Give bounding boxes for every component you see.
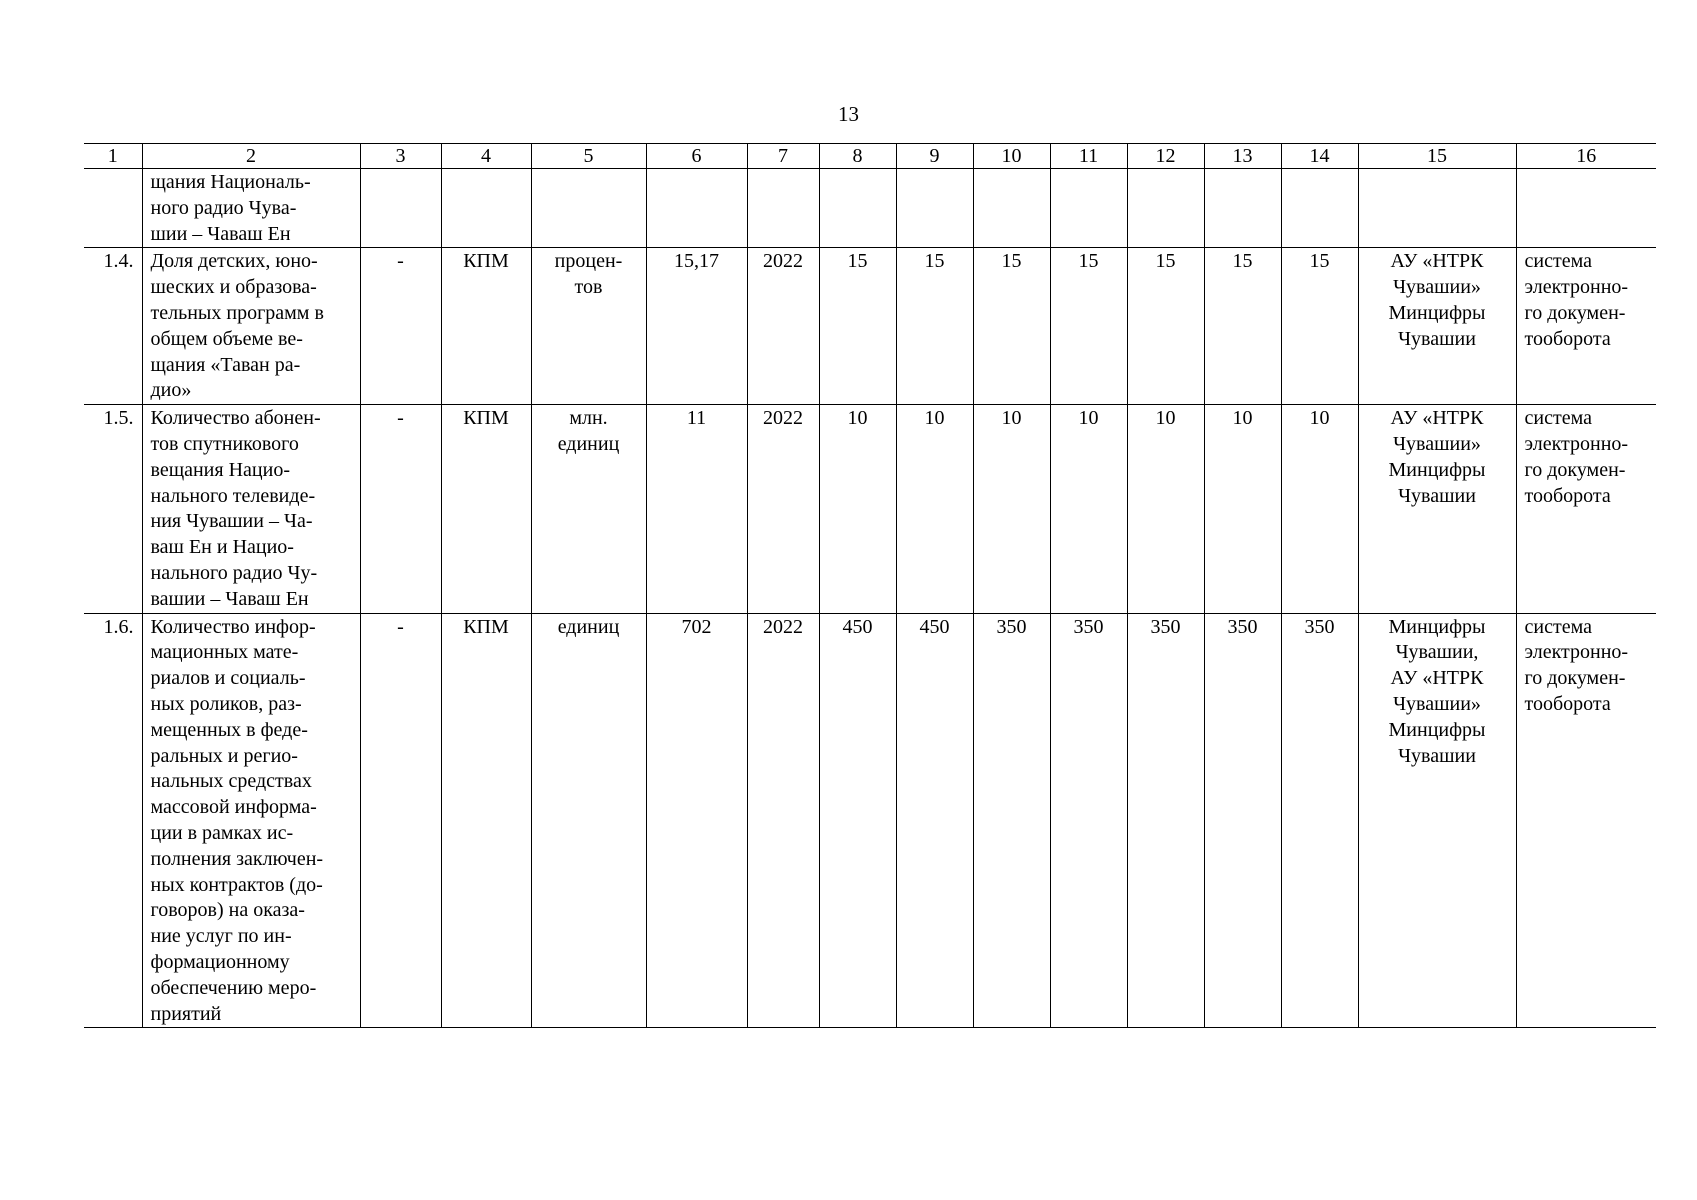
- row-number-cell: 1.4.: [84, 248, 142, 405]
- target-value-cell: 10: [1281, 405, 1358, 613]
- column-number-7: 7: [747, 144, 819, 169]
- indicator-name-cell-line: нальных средствах: [150, 770, 312, 793]
- target-value-cell: 350: [1050, 613, 1127, 1028]
- target-value-cell: 15: [1281, 248, 1358, 405]
- unit-cell: [531, 405, 646, 613]
- target-value-cell: 15: [896, 248, 973, 405]
- indicator-type-cell: КПМ: [441, 405, 531, 613]
- responsible-cell-line: Чувашии»: [1393, 692, 1481, 715]
- indicator-type-cell: КПМ: [441, 248, 531, 405]
- responsible-cell-line: АУ «НТРК: [1390, 407, 1484, 430]
- target-value-cell: 350: [1281, 613, 1358, 1028]
- column-number-16: 16: [1516, 144, 1656, 169]
- base-year-cell: 2022: [747, 405, 819, 613]
- indicator-name-cell-line: полнения заключен-: [150, 847, 324, 870]
- indicator-name-cell-line: щания «Таван ра-: [150, 353, 301, 376]
- indicator-name-cell-line: формационному: [150, 950, 290, 973]
- unit-cell-line: процен-: [554, 250, 623, 273]
- column-number-3: 3: [360, 144, 441, 169]
- info-system-cell: [1516, 613, 1656, 1028]
- responsible-cell-line: АУ «НТРК: [1390, 667, 1484, 690]
- responsible-cell-line: Минцифры: [1388, 718, 1486, 741]
- target-value-cell: 10: [1127, 405, 1204, 613]
- indicators-table: [84, 143, 1656, 1028]
- unit-cell: [531, 248, 646, 405]
- column-number-12: 12: [1127, 144, 1204, 169]
- column-number-5: 5: [531, 144, 646, 169]
- empty-cell: [973, 169, 1050, 248]
- responsible-cell: [1358, 248, 1516, 405]
- empty-cell: [1358, 169, 1516, 248]
- base-value-cell: 11: [646, 405, 747, 613]
- column-number-1: 1: [84, 144, 142, 169]
- column-number-10: 10: [973, 144, 1050, 169]
- empty-cell: [1281, 169, 1358, 248]
- target-value-cell: 10: [896, 405, 973, 613]
- target-value-cell: 15: [1204, 248, 1281, 405]
- info-system-cell-line: система: [1524, 615, 1592, 638]
- column-number-11: 11: [1050, 144, 1127, 169]
- info-system-cell-line: го докумен-: [1524, 301, 1626, 324]
- column-3-cell: -: [360, 248, 441, 405]
- column-number-header-row: [84, 144, 1656, 169]
- indicator-name-cell-line: мационных мате-: [150, 641, 299, 664]
- responsible-cell: [1358, 405, 1516, 613]
- target-value-cell: 10: [973, 405, 1050, 613]
- indicator-name-cell-line: приятий: [150, 1002, 222, 1025]
- target-value-cell: 450: [896, 613, 973, 1028]
- empty-cell: [646, 169, 747, 248]
- column-number-14: 14: [1281, 144, 1358, 169]
- responsible-cell-line: АУ «НТРК: [1390, 250, 1484, 273]
- unit-cell-line: единиц: [557, 615, 620, 638]
- indicator-name-cell-line: Количество инфор-: [150, 615, 316, 638]
- indicator-name-cell: [142, 405, 360, 613]
- info-system-cell-line: тооборота: [1524, 692, 1611, 715]
- indicator-name-cell-line: ние услуг по ин-: [150, 925, 292, 948]
- indicator-name-cell: [142, 613, 360, 1028]
- column-number-13: 13: [1204, 144, 1281, 169]
- info-system-cell-line: тооборота: [1524, 484, 1611, 507]
- empty-cell: [360, 169, 441, 248]
- indicator-name-cell-line: ции в рамках ис-: [150, 821, 294, 844]
- indicator-type-cell: КПМ: [441, 613, 531, 1028]
- info-system-cell-line: го докумен-: [1524, 458, 1626, 481]
- empty-cell: [1127, 169, 1204, 248]
- base-year-cell: 2022: [747, 248, 819, 405]
- indicator-name-cell-line: вещания Нацио-: [150, 458, 290, 481]
- responsible-cell-line: Чувашии: [1398, 484, 1476, 507]
- base-value-cell: 702: [646, 613, 747, 1028]
- target-value-cell: 15: [973, 248, 1050, 405]
- column-number-8: 8: [819, 144, 896, 169]
- empty-cell: [441, 169, 531, 248]
- responsible-cell-line: Минцифры: [1388, 615, 1486, 638]
- empty-cell: [819, 169, 896, 248]
- indicator-name-cell-line: ния Чувашии – Ча-: [150, 510, 313, 533]
- info-system-cell: [1516, 405, 1656, 613]
- info-system-cell-line: электронно-: [1524, 276, 1629, 299]
- indicator-name-cell-line: обеспечению меро-: [150, 976, 317, 999]
- table-row: [84, 248, 1656, 405]
- empty-cell: [896, 169, 973, 248]
- info-system-cell-line: электронно-: [1524, 432, 1629, 455]
- empty-cell: [1516, 169, 1656, 248]
- unit-cell-line: единиц: [557, 432, 620, 455]
- responsible-cell-line: Чувашии: [1398, 744, 1476, 767]
- column-number-2: 2: [142, 144, 360, 169]
- indicator-name-cell-line: щания Националь-: [150, 171, 311, 193]
- indicator-name-cell-line: нального телевиде-: [150, 484, 316, 507]
- target-value-cell: 10: [1204, 405, 1281, 613]
- continuation-row: [84, 169, 1656, 248]
- indicator-name-cell-line: ных контрактов (до-: [150, 873, 323, 896]
- empty-cell: [531, 169, 646, 248]
- empty-cell: [747, 169, 819, 248]
- target-value-cell: 10: [1050, 405, 1127, 613]
- table-row: [84, 613, 1656, 1028]
- target-value-cell: 10: [819, 405, 896, 613]
- target-value-cell: 350: [973, 613, 1050, 1028]
- indicator-name-cell-line: вашии – Чаваш Ен: [150, 587, 309, 610]
- indicator-name-cell-line: тов спутникового: [150, 432, 299, 455]
- indicator-name-cell-line: массовой информа-: [150, 796, 317, 819]
- indicator-name-cell-line: риалов и социаль-: [150, 667, 306, 690]
- empty-cell: [1050, 169, 1127, 248]
- column-number-15: 15: [1358, 144, 1516, 169]
- column-number-4: 4: [441, 144, 531, 169]
- responsible-cell-line: Чувашии»: [1393, 432, 1481, 455]
- indicator-name-cell-line: общем объеме ве-: [150, 327, 303, 350]
- indicator-name-cell-line: ральных и регио-: [150, 744, 298, 767]
- unit-cell-line: тов: [574, 276, 603, 299]
- indicator-name-cell-line: мещенных в феде-: [150, 718, 308, 741]
- target-value-cell: 15: [819, 248, 896, 405]
- indicator-name-cell-line: нального радио Чу-: [150, 561, 318, 584]
- responsible-cell-line: Чувашии»: [1393, 276, 1481, 299]
- target-value-cell: 15: [1127, 248, 1204, 405]
- table-row: [84, 405, 1656, 613]
- target-value-cell: 350: [1204, 613, 1281, 1028]
- indicator-name-cell-line: говоров) на оказа-: [150, 899, 305, 922]
- target-value-cell: 350: [1127, 613, 1204, 1028]
- empty-cell: [1204, 169, 1281, 248]
- indicator-name-cell-line: Количество абонен-: [150, 407, 321, 430]
- responsible-cell-line: Минцифры: [1388, 301, 1486, 324]
- responsible-cell-line: Чувашии: [1398, 327, 1476, 350]
- row-number-cell: 1.6.: [84, 613, 142, 1028]
- unit-cell-line: млн.: [569, 407, 608, 430]
- indicator-name-cell: [142, 248, 360, 405]
- info-system-cell-line: го докумен-: [1524, 667, 1626, 690]
- info-system-cell-line: система: [1524, 250, 1592, 273]
- base-value-cell: 15,17: [646, 248, 747, 405]
- indicator-name-cell-line: дио»: [150, 379, 192, 402]
- base-year-cell: 2022: [747, 613, 819, 1028]
- info-system-cell-line: система: [1524, 407, 1592, 430]
- column-3-cell: -: [360, 613, 441, 1028]
- indicator-name-cell: [142, 169, 360, 248]
- indicator-name-cell-line: ных роликов, раз-: [150, 692, 302, 715]
- info-system-cell-line: тооборота: [1524, 327, 1611, 350]
- indicator-name-cell-line: ного радио Чува-: [150, 196, 297, 219]
- responsible-cell: [1358, 613, 1516, 1028]
- responsible-cell-line: Минцифры: [1388, 458, 1486, 481]
- column-3-cell: -: [360, 405, 441, 613]
- row-number-cell: [84, 169, 142, 248]
- responsible-cell-line: Чувашии,: [1395, 641, 1479, 664]
- indicator-name-cell-line: Доля детских, юно-: [150, 250, 318, 273]
- column-number-6: 6: [646, 144, 747, 169]
- row-number-cell: 1.5.: [84, 405, 142, 613]
- unit-cell: [531, 613, 646, 1028]
- info-system-cell: [1516, 248, 1656, 405]
- column-number-9: 9: [896, 144, 973, 169]
- target-value-cell: 450: [819, 613, 896, 1028]
- indicator-name-cell-line: шеских и образова-: [150, 276, 317, 299]
- indicator-name-cell-line: шии – Чаваш Ен: [150, 222, 291, 245]
- target-value-cell: 15: [1050, 248, 1127, 405]
- indicator-name-cell-line: тельных программ в: [150, 301, 324, 324]
- page-number: 13: [838, 102, 859, 126]
- indicator-name-cell-line: ваш Ен и Нацио-: [150, 536, 294, 559]
- info-system-cell-line: электронно-: [1524, 641, 1629, 664]
